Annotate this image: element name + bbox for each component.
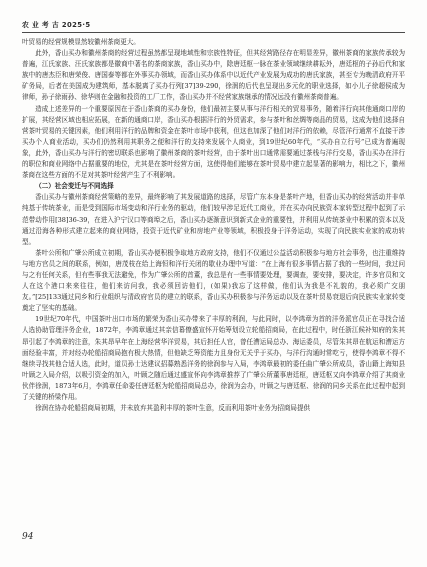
paragraph: 香山买办与徽州茶商经营策略的差异，最终影响了其发展道路的选择，尽管广东本身是茶叶产地，但香山买办的经营活动并非单纯基于传统茶业，而是受到国际市场变动和洋行业务的驱动，他们较早涉足近代工商业，并在买办向民族资本家转型过程中起到了示范带动作用[38]36-39，在进入沪宁汉口等商埠之后，香山买办逐渐意识到新式企业的重要性，并利用从传统茶业中积累的资本以及通过沿海各种形式建立起来的商业网络，投资于近代矿业和房地产业等领域，积极投身于洋务运动，实现了向民族实业家的成功转型。 xyxy=(22,193,405,246)
page-number: 94 xyxy=(22,532,34,542)
article-body xyxy=(22,37,405,414)
paragraph: 此外，香山买办和徽州茶商的经营过程虽然都呈现地域性和宗族性特征，但其经营路径存在明显差异，徽州茶商的家族传承较为普遍，江氏家族、汪氏家族都是徽商中著名的茶商家族，香山买办中，除唐廷枢一脉在茶业领域继续耕耘外，唐廷枢的子孙后代和家族中的唐杰臣和唐荣俊、唐国泰等都在外事买办领域，而香山买办体系中以近代产业发展为成功的唐氏家族，甚至专为晚清政府开平矿务局，后者在美国成为建筑师，基本脱离了买办行列[37]39-290，徐润的后代也呈现出多元化的职业选择，如小儿子徐超侯成为律师，孙子徐雨孙、徐华则在金融和投资的工厂工作，香山买办并不经营家族继承的情况远没有徽州茶商普遍。 xyxy=(22,49,405,102)
paragraph: 茶叶公所和广肇公所成立初期，香山买办便积极争取地方政府支持，他们不仅通过公益活动积极参与地方社会事务，也注重维持与地方官员之间的联系，例如，唐茂枝在给上海恒和洋行关闭的歇业办理中写道：“在上海有很多事情占据了我的一些时间，我过问与之有任何关系，但有些事我无法避免，作为广肇公所的首董，我总是有一些事情要处理，要调查，要安排，要决定，许多官员和文人在这个港口来来往往，他们来访问我，我必须回访他们，(如果)我忘了这样做，他们认为我是不礼貌的，我必须广交朋友。”[25]133通过同乡和行业组织与清政府官员的建立的联系，香山买办积极参与洋务运动以及在茶叶贸易衰退后向民族实业家转变奠定了坚实的基础。 xyxy=(22,248,405,313)
paragraph: 徐润在协办轮船招商局初期，并未放弃其盈利丰厚的茶叶生意，反而利用茶叶业务为招商局提供 xyxy=(35,404,311,413)
paragraph: 19世纪70年代，中国茶叶出口市场的繁荣为香山买办带来了丰厚的利润，与此同时，以李鸿章为首的洋务派官员正在寻找合适人选协助管理洋务企业，1872年，李鸿章通过其亲信幕僚盛宣怀开始筹划设立轮船招商局，在此过程中，时任浙江候补知府的朱其昂引起了李鸿章的注意，朱其昂早年在上海经营华洋贸易，其后担任人官，曾任漕运局总办、海运委员，尽管朱其昂在航运和漕运方面经验丰富，并对经办轮船招商局抱有极大热情，但他缺乏筹资能力且身份无关乎于买办，与洋行沟通时常吃亏，使得李鸿章不得不继续寻找其他合适人选，此时，道员孙士达建议招募熟悉洋务的徐润参与入局，李鸿章最初的委任曲广肇公所成员，香山籍上海知县叶顾之入局介绍，以吸引资金的加入，叶顾之随后通过盛宣怀向李鸿章推荐了广肇公所董事唐廷枢，唐廷枢又向李鸿章介绍了其商业伙伴徐润，1873年6月，李鸿章任命委任唐廷枢为轮船招商局总办，徐润为会办，叶顾之与唐廷枢、徐润的同乡关系在此过程中起到了关键的桥梁作用。 xyxy=(22,315,405,401)
paragraph-continued: 叶贸易的经营规模显然较徽州茶商更大。 xyxy=(22,38,140,46)
running-head: 农 业 考 古 2025·5 xyxy=(22,21,91,29)
header-rule xyxy=(22,32,405,33)
paragraph: 造成上述差异的一个重要原因在于香山茶商的买办身份，他们最初主要从事与洋行相关的贸易事务，随着洋行向其他通商口岸的扩展，其经营区域也相应拓展，在新的通商口岸，香山买办根据洋行的外贸需求，参与茶叶和丝绸等商品的贸易，这成为他们选择自营茶叶贸易的关键因素，他们利用洋行的品牌和资金在茶叶市场中获利，但这也加深了他们对洋行的依赖，尽管洋行通常不直接干涉买办个人商业活动，买办们仍然利用其职务之便和洋行的支持来发展个人商业，到19世纪60年代，“买办自立行号”已成为普遍现象，此外，香山买办与洋行的密切联系也影响了徽州茶商的茶叶经营，由于茶叶出口通常需要通过茶栈与洋行交易，香山买办在洋行的职位和商业网络中占据重要的地位，尤其是在茶叶经营方面，这使得他们能够在茶叶贸易中建立起显著的影响力，相比之下，徽州茶商在这些方面的不足对其茶叶经营产生了不利影响。 xyxy=(22,104,405,180)
section-subheading: （二）社会变迁与不同选择 xyxy=(35,182,114,191)
